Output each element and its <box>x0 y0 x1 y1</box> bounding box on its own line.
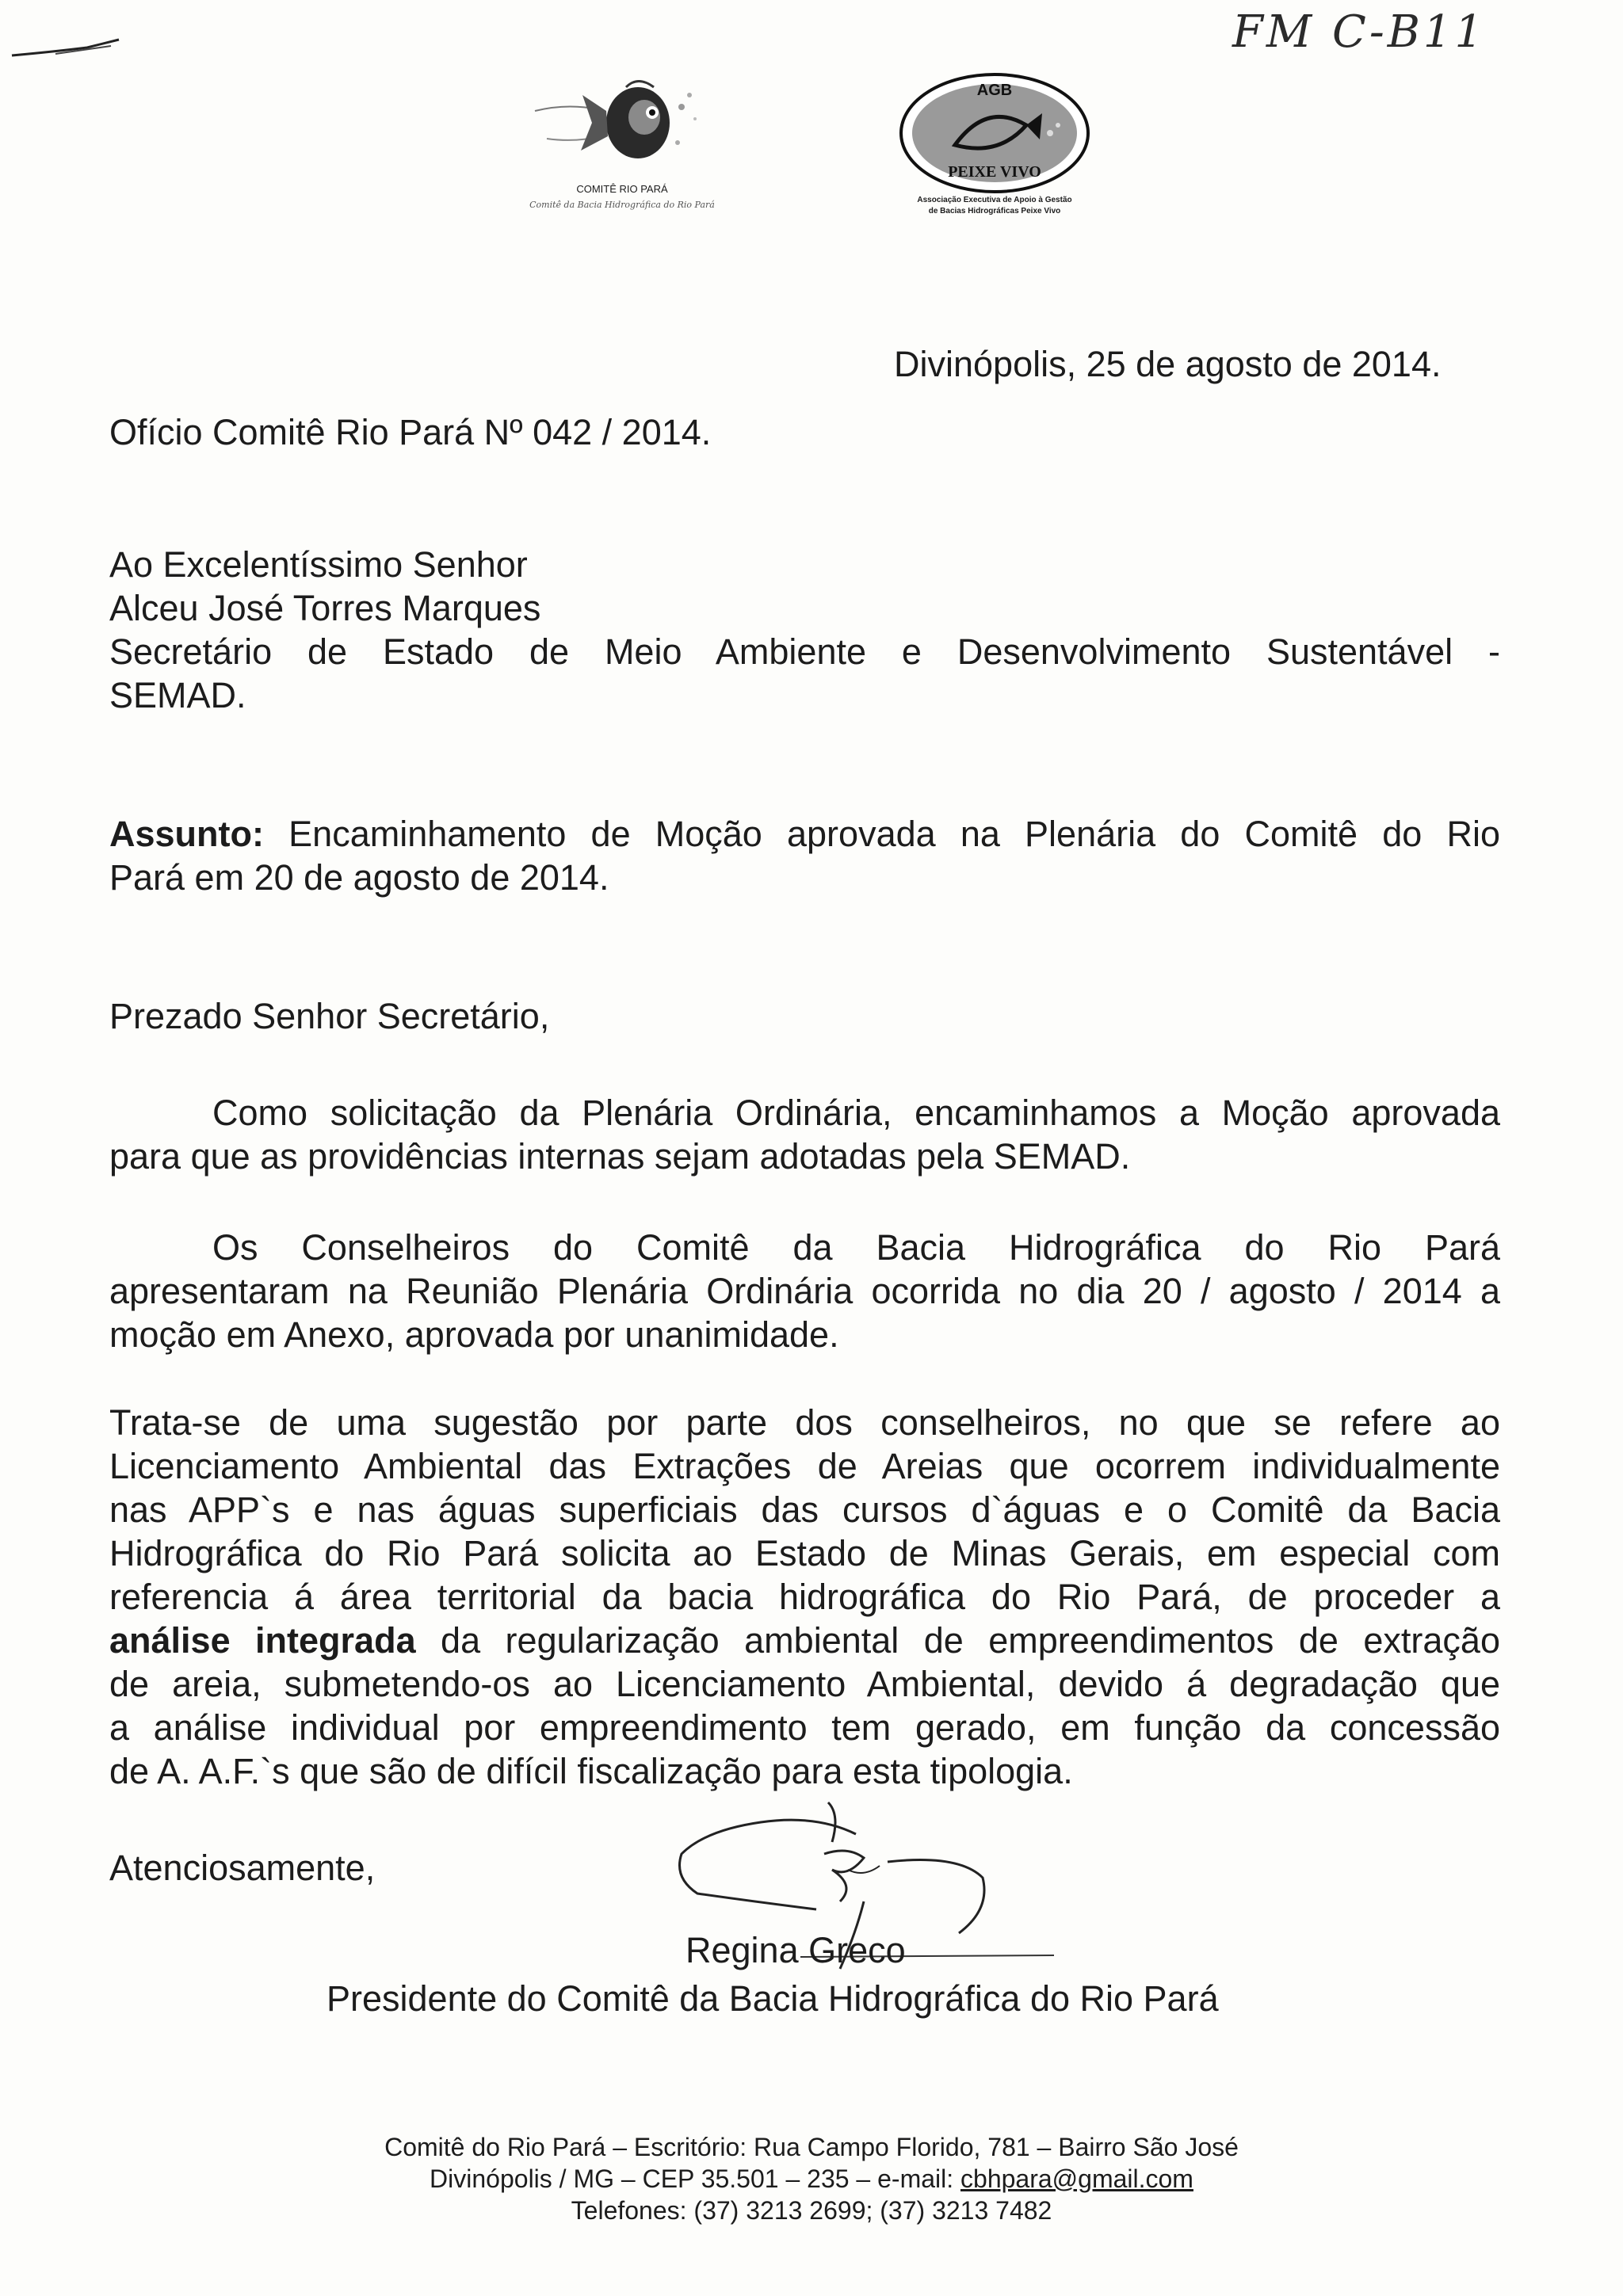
recipient-title-line-2: SEMAD. <box>109 675 246 715</box>
signatory-name: Regina Greco <box>685 1930 906 1970</box>
agb-badge-icon <box>880 70 1109 196</box>
logo-left-subtitle: Comitê da Bacia Hidrográfica do Rio Pará <box>529 200 715 210</box>
subject-label: Assunto: <box>109 814 264 854</box>
recipient-name: Alceu José Torres Marques <box>109 588 541 628</box>
logo-right-caption-1: Associação Executiva de Apoio à Gestão <box>917 196 1072 204</box>
paragraph-3-line-2: Licenciamento Ambiental das Extrações de Areias que ocorrem individualmente <box>109 1446 1500 1486</box>
logo-right-badge-top: AGB <box>976 82 1013 99</box>
place-date: Divinópolis, 25 de agosto de 2014. <box>894 344 1442 384</box>
greeting: Prezado Senhor Secretário, <box>109 996 550 1036</box>
office-number: Ofício Comitê Rio Pará Nº 042 / 2014. <box>109 412 712 452</box>
subject-text-1: Encaminhamento de Moção aprovada na Plenária do Comitê do Rio <box>288 814 1500 854</box>
closing: Atenciosamente, <box>109 1848 376 1888</box>
footer-location: Divinópolis / MG – CEP 35.501 – 235 – e-mail: <box>430 2164 961 2193</box>
paragraph-1-line-1: Como solicitação da Plenária Ordinária, encaminhamos a Moção aprovada <box>212 1093 1500 1133</box>
agb-peixe-vivo-logo <box>880 70 1109 228</box>
emphasis-analise-integrada: análise integrada <box>109 1620 416 1661</box>
footer-address: Comitê do Rio Pará – Escritório: Rua Campo Florido, 781 – Bairro São José <box>384 2133 1239 2161</box>
paragraph-3-line-6-rest: da regularização ambiental de empreendimentos de extração <box>441 1620 1500 1661</box>
paragraph-3-line-9: de A. A.F.`s que são de difícil fiscalização para esta tipologia. <box>109 1751 1073 1791</box>
scan-mark <box>8 24 127 63</box>
paragraph-2-line-2: apresentaram na Reunião Plenária Ordinária ocorrida no dia 20 / agosto / 2014 a <box>109 1271 1500 1311</box>
comite-rio-para-logo <box>519 63 725 230</box>
logo-right-caption-2: de Bacias Hidrográficas Peixe Vivo <box>928 207 1061 215</box>
footer-email-link[interactable]: cbhpara@gmail.com <box>960 2164 1193 2193</box>
signatory-role: Presidente do Comitê da Bacia Hidrográfica do Rio Pará <box>327 1978 1219 2019</box>
handwritten-note: FM C-B11 <box>1232 6 1487 58</box>
subject-line-1 <box>109 812 1500 856</box>
logo-right-badge-bottom: PEIXE VIVO <box>948 163 1041 181</box>
paragraph-3-line-4: Hidrográfica do Rio Pará solicita ao Estado de Minas Gerais, em especial com <box>109 1533 1500 1573</box>
paragraph-3-line-3: nas APP`s e nas águas superficiais das cursos d`águas e o Comitê da Bacia <box>109 1489 1500 1530</box>
paragraph-2-line-3: moção em Anexo, aprovada por unanimidade. <box>109 1314 839 1355</box>
paragraph-2-line-1: Os Conselheiros do Comitê da Bacia Hidrográfica do Rio Pará <box>212 1227 1500 1268</box>
paragraph-3-line-6 <box>109 1619 1500 1662</box>
paragraph-3-line-1: Trata-se de uma sugestão por parte dos conselheiros, no que se refere ao <box>109 1402 1500 1443</box>
logo-left-title: COMITÊ RIO PARÁ <box>576 183 668 195</box>
paragraph-3-line-5: referencia á área territorial da bacia hidrográfica do Rio Pará, de proceder a <box>109 1577 1500 1617</box>
fish-logo-icon <box>519 63 725 182</box>
paragraph-3-line-8: a análise individual por empreendimento tem gerado, em função da concessão <box>109 1707 1500 1748</box>
paragraph-3-line-7: de areia, submetendo-os ao Licenciamento Ambiental, devido á degradação que <box>109 1664 1500 1704</box>
recipient-title-line-1: Secretário de Estado de Meio Ambiente e Desenvolvimento Sustentável - <box>109 631 1500 672</box>
subject-line-2: Pará em 20 de agosto de 2014. <box>109 857 609 898</box>
footer-contact <box>0 2163 1623 2195</box>
recipient-salutation: Ao Excelentíssimo Senhor <box>109 544 528 585</box>
footer-phones: Telefones: (37) 3213 2699; (37) 3213 7482 <box>571 2196 1052 2225</box>
paragraph-1-line-2: para que as providências internas sejam adotadas pela SEMAD. <box>109 1136 1131 1177</box>
